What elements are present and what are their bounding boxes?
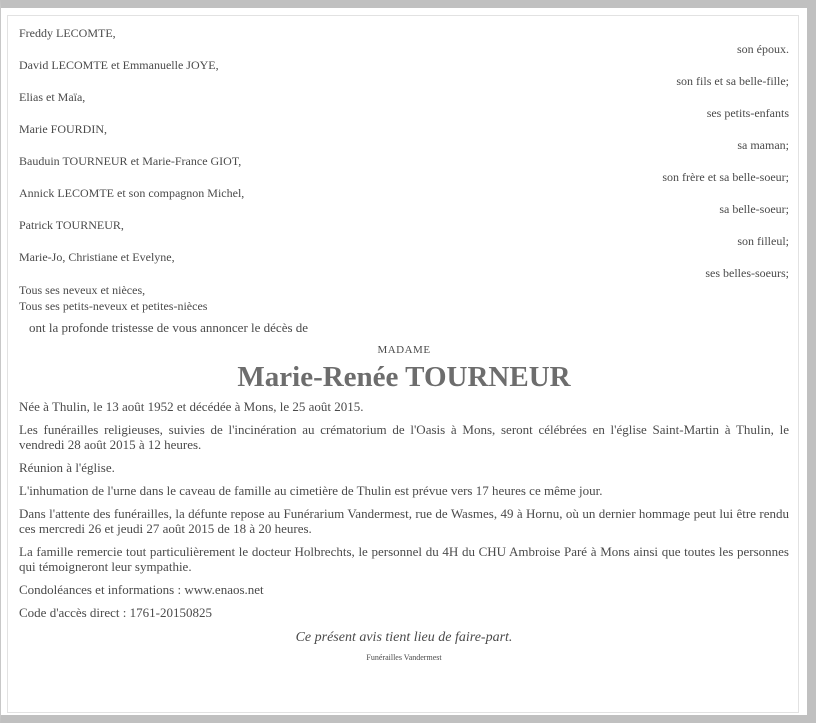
birth-death-paragraph: Née à Thulin, le 13 août 1952 et décédée à Mons, le 25 août 2015. (19, 399, 364, 414)
family-entry (19, 245, 789, 280)
family-entry (19, 213, 789, 248)
meeting-paragraph: Réunion à l'église. (19, 460, 115, 475)
family-name: Patrick TOURNEUR, (19, 218, 124, 232)
family-name: Bauduin TOURNEUR et Marie-France GIOT, (19, 154, 242, 168)
family-relation: son filleul; (737, 234, 789, 248)
burial-paragraph: L'inhumation de l'urne dans le caveau de famille au cimetière de Thulin est prévue vers 17 heures ce même jour. (19, 483, 603, 498)
extended-family-line: Tous ses neveux et nièces, (19, 283, 146, 297)
obituary-content (19, 21, 789, 663)
closing-note: Ce présent avis tient lieu de faire-part. (295, 630, 513, 645)
deceased-name: Marie-Renée TOURNEUR (237, 361, 571, 393)
family-name: Annick LECOMTE et son compagnon Michel, (19, 186, 245, 200)
family-name: Elias et Maïa, (19, 90, 86, 104)
family-relation: son époux. (737, 42, 789, 56)
funeral-paragraph: Les funérailles religieuses, suivies de l'incinération au crématorium de l'Oasis à Mons, seront célébrées en l'église Saint-Martin à Thulin, le vendredi 28 août 2015 à 12 heures. (19, 422, 789, 452)
honorific: MADAME (377, 344, 431, 356)
family-entry (19, 181, 789, 216)
extended-family-line: Tous ses petits-neveux et petites-nièces (19, 299, 208, 313)
family-name: Freddy LECOMTE, (19, 26, 116, 40)
family-name: Marie-Jo, Christiane et Evelyne, (19, 250, 175, 264)
family-relation: son fils et sa belle-fille; (676, 74, 789, 88)
family-entry (19, 149, 789, 184)
thanks-paragraph: La famille remercie tout particulièrement le docteur Holbrechts, le personnel du 4H du CHU Ambroise Paré à Mons ainsi que toutes les personnes qui témoigneront leur sympathie. (19, 544, 789, 574)
family-name: David LECOMTE et Emmanuelle JOYE, (19, 58, 219, 72)
funeral-home-signature: Funérailles Vandermest (366, 653, 442, 662)
family-relation: ses belles-soeurs; (705, 266, 789, 280)
announcement-intro: ont la profonde tristesse de vous annoncer le décès de (29, 320, 309, 335)
family-relation: ses petits-enfants (706, 106, 789, 120)
viewing-paragraph: Dans l'attente des funérailles, la défunte repose au Funérarium Vandermest, rue de Wasmes, 49 à Hornu, où un dernier hommage peut lui être rendu ces mercredi 26 et jeudi 27 août 2015 de 18 à 20 heures. (19, 506, 789, 536)
family-entry (19, 21, 789, 56)
family-entry (19, 85, 789, 120)
family-relation: sa maman; (737, 138, 789, 152)
family-entry (19, 53, 789, 88)
condolences-paragraph: Condoléances et informations : www.enaos.net (19, 582, 264, 597)
family-relation: son frère et sa belle-soeur; (662, 170, 789, 184)
family-name: Marie FOURDIN, (19, 122, 107, 136)
family-entry (19, 117, 789, 152)
family-relation: sa belle-soeur; (719, 202, 789, 216)
access-code-paragraph: Code d'accès direct : 1761-20150825 (19, 605, 212, 620)
